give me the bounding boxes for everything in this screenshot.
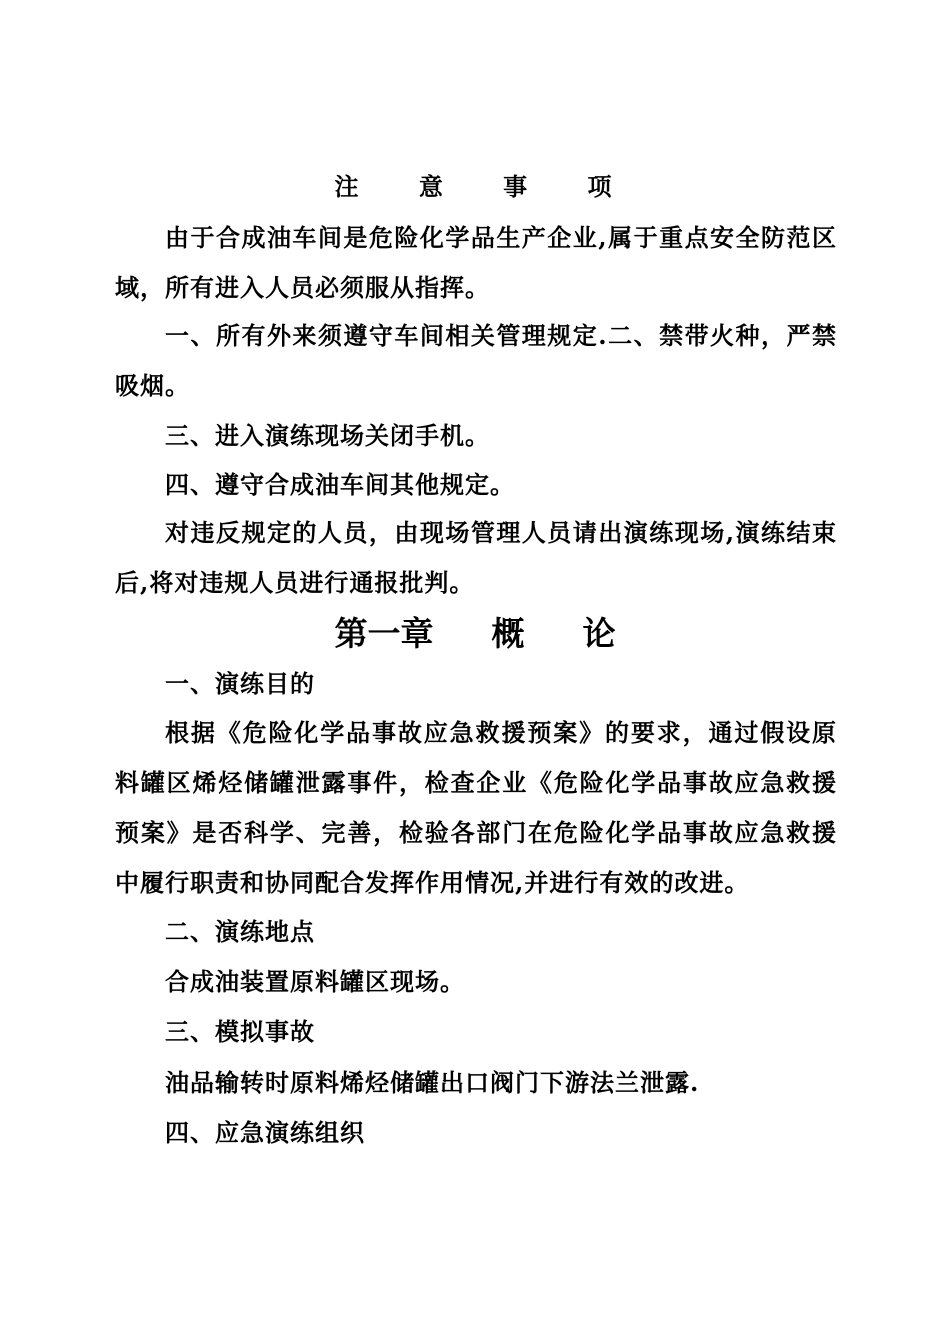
chapter-title (0, 612, 950, 656)
purpose-heading: 一、演练目的 (165, 669, 315, 698)
location-heading: 二、演练地点 (165, 917, 315, 946)
notice-intro-paragraph: 由于合成油车间是危险化学品生产企业,属于重点安全防范区域，所有进入人员必须服从指挥。 (115, 223, 837, 302)
notice-title-char: 注 (334, 172, 363, 201)
location-text: 合成油装置原料罐区现场。 (165, 967, 465, 996)
notice-rule-3: 三、进入演练现场关闭手机。 (165, 421, 490, 450)
chapter-number: 第一章 (334, 614, 434, 653)
notice-rule-1-2: 一、所有外来须遵守车间相关管理规定.二、禁带火种，严禁吸烟。 (115, 321, 837, 400)
notice-title-char: 事 (503, 172, 532, 201)
purpose-paragraph: 根据《危险化学品事故应急救援预案》的要求，通过假设原料罐区烯烃储罐泄露事件，检查企业《危险化学品事故应急救援预案》是否科学、完善，检验各部门在危险化学品事故应急救援中履行职责和协同配合发挥作用情况,并进行有效的改进。 (115, 718, 837, 897)
notice-title (0, 170, 950, 204)
accident-text: 油品输转时原料烯烃储罐出口阀门下游法兰泄露. (165, 1068, 700, 1097)
notice-title-char: 意 (418, 172, 447, 201)
chapter-title-char: 概 (491, 614, 525, 653)
notice-penalty-paragraph: 对违反规定的人员，由现场管理人员请出演练现场,演练结束后,将对违规人员进行通报批判。 (115, 518, 837, 597)
organization-heading: 四、应急演练组织 (165, 1118, 365, 1147)
accident-heading: 三、模拟事故 (165, 1017, 315, 1046)
notice-rule-4: 四、遵守合成油车间其他规定。 (165, 470, 515, 499)
chapter-title-char: 论 (582, 614, 616, 653)
notice-title-char: 项 (587, 172, 616, 201)
